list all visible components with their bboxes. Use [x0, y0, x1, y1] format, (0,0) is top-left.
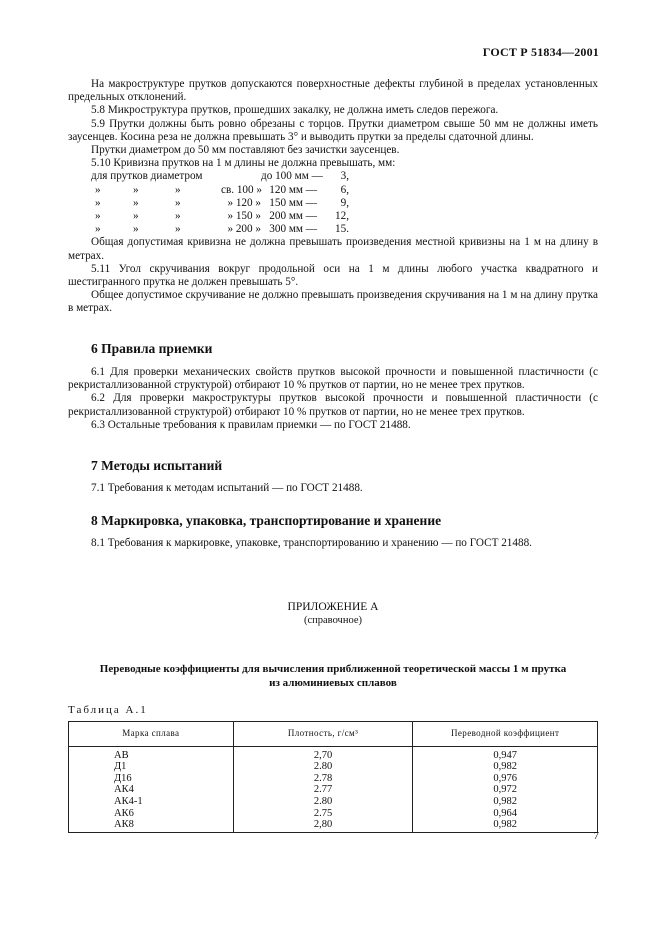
paragraph-5-11: 5.11 Угол скручивания вокруг продольной оси на 1 м длины любого участка квадратного и шестигранного прутка не должен превышать 5°.	[68, 262, 598, 288]
section-7-title: 7 Методы испытаний	[91, 458, 223, 473]
cell-grade: Д1	[69, 761, 234, 773]
cell-coefficient: 0,982	[413, 819, 598, 832]
ditto-mark: »	[175, 196, 181, 209]
paragraph-total-twist: Общее допустимое скручивание не должно превышать произведения скручивания на 1 м на длину прутка в метрах.	[68, 289, 598, 315]
curvature-row-to: 150 мм —	[269, 196, 317, 209]
ditto-mark: »	[133, 209, 139, 222]
curvature-row-from: св. 100 »	[221, 183, 263, 196]
curvature-row-to: 200 мм —	[269, 209, 317, 222]
curvature-row-to: 300 мм —	[269, 223, 317, 236]
section-6-title: 6 Правила приемки	[91, 341, 213, 356]
appendix-kind: (справочное)	[304, 615, 362, 627]
curvature-row-from: » 200 »	[227, 223, 261, 236]
curvature-row	[91, 170, 598, 183]
curvature-row-from	[221, 170, 261, 183]
cell-coefficient: 0,972	[413, 784, 598, 796]
curvature-row-label: для прутков диаметром	[91, 170, 203, 183]
paragraph-6-2: 6.2 Для проверки макроструктуры прутков высокой прочности и повышенной пластичности (с рекристаллизованной структурой) отбирают 10 % прутков от партии, но не менее трех прутков.	[68, 392, 598, 418]
section-6	[68, 341, 598, 432]
ditto-mark: »	[95, 223, 101, 236]
table-row	[69, 746, 598, 761]
curvature-row-from: » 150 »	[227, 209, 261, 222]
cell-density: 2.77	[233, 784, 413, 796]
paragraph-5-9-burrs: Прутки диаметром до 50 мм поставляют без зачистки заусенцев.	[91, 144, 400, 157]
table-label: Таблица А.1	[68, 704, 148, 717]
cell-coefficient: 0,964	[413, 808, 598, 820]
table-row	[69, 796, 598, 808]
appendix-label: ПРИЛОЖЕНИЕ А	[287, 601, 379, 613]
cell-grade: АК6	[69, 808, 234, 820]
curvature-row-to: до 100 мм —	[261, 170, 323, 183]
cell-coefficient: 0,976	[413, 773, 598, 785]
curvature-row-from: » 120 »	[227, 196, 261, 209]
table-row	[69, 819, 598, 832]
document-header: ГОСТ Р 51834—2001	[482, 45, 599, 59]
section-7	[68, 458, 598, 495]
ditto-mark: »	[133, 223, 139, 236]
cell-density: 2,70	[233, 746, 413, 761]
appendix-a	[68, 601, 598, 833]
curvature-row-to: 120 мм —	[269, 183, 317, 196]
ditto-mark: »	[133, 183, 139, 196]
cell-grade: АК8	[69, 819, 234, 832]
paragraph-5-9: 5.9 Прутки должны быть ровно обрезаны с торцов. Прутки диаметром свыше 50 мм не должны иметь заусенцев. Косина реза не должна превышать 3° и выводить прутки за пределы сдаточной длины.	[68, 117, 598, 143]
table-header-row	[69, 721, 598, 746]
curvature-row	[91, 184, 598, 197]
cell-grade: АВ	[69, 746, 234, 761]
ditto-mark: »	[95, 183, 101, 196]
table-row	[69, 773, 598, 785]
cell-grade: Д16	[69, 773, 234, 785]
header-alloy-grade: Марка сплава	[69, 721, 234, 746]
cell-grade: АК4-1	[69, 796, 234, 808]
ditto-mark: »	[175, 209, 181, 222]
paragraph-8-1: 8.1 Требования к маркировке, упаковке, транспортированию и хранению — по ГОСТ 21488.	[91, 537, 532, 549]
ditto-mark: »	[133, 196, 139, 209]
cell-density: 2.75	[233, 808, 413, 820]
cell-coefficient: 0,982	[413, 796, 598, 808]
cell-density: 2.78	[233, 773, 413, 785]
ditto-mark: »	[95, 196, 101, 209]
paragraph-6-3: 6.3 Остальные требования к правилам приемки — по ГОСТ 21488.	[91, 418, 411, 431]
paragraph-7-1: 7.1 Требования к методам испытаний — по ГОСТ 21488.	[91, 482, 363, 494]
page-number: 7	[593, 830, 599, 842]
appendix-title-line-1: Переводные коэффициенты для вычисления приближенной теоретической массы 1 м прутка	[99, 663, 567, 676]
cell-density: 2.80	[233, 761, 413, 773]
cell-density: 2,80	[233, 819, 413, 832]
paragraph-surface-defects: На макроструктуре прутков допускаются поверхностные дефекты глубиной в пределах установленных предельных отклонений.	[68, 78, 598, 104]
paragraph-5-8: 5.8 Микроструктура прутков, прошедших закалку, не должна иметь следов пережога.	[91, 104, 499, 117]
ditto-mark: »	[95, 209, 101, 222]
header-coefficient: Переводной коэффициент	[413, 721, 598, 746]
paragraph-5-10: 5.10 Кривизна прутков на 1 м длины не должна превышать, мм:	[91, 157, 396, 170]
curvature-list	[91, 170, 598, 236]
section-8-title: 8 Маркировка, упаковка, транспортирование и хранение	[91, 513, 442, 528]
curvature-row-value: 9,	[340, 196, 349, 209]
curvature-row-value: 3,	[340, 170, 349, 183]
section-8	[68, 513, 598, 550]
paragraph-6-1: 6.1 Для проверки механических свойств прутков высокой прочности и повышенной пластичности (с рекристаллизованной структурой) отбирают 10 % прутков от партии, но не менее трех прутков.	[68, 366, 598, 392]
curvature-row-value: 12,	[335, 209, 349, 222]
paragraph-total-curvature: Общая допустимая кривизна не должна превышать произведения местной кривизны на 1 м на длину в метрах.	[68, 236, 598, 262]
conversion-coefficients-table	[68, 721, 598, 833]
curvature-row-value: 15.	[335, 223, 349, 236]
curvature-row-value: 6,	[340, 183, 349, 196]
curvature-row	[91, 223, 598, 236]
ditto-mark: »	[175, 183, 181, 196]
header-density: Плотность, г/см³	[233, 721, 413, 746]
curvature-row	[91, 210, 598, 223]
cell-density: 2.80	[233, 796, 413, 808]
curvature-row	[91, 197, 598, 210]
appendix-title-line-2: из алюминиевых сплавов	[269, 676, 397, 689]
table-row	[69, 784, 598, 796]
section-5-text	[68, 78, 598, 316]
table-row	[69, 808, 598, 820]
cell-coefficient: 0,982	[413, 761, 598, 773]
cell-coefficient: 0,947	[413, 746, 598, 761]
ditto-mark: »	[175, 223, 181, 236]
table-row	[69, 761, 598, 773]
cell-grade: АК4	[69, 784, 234, 796]
